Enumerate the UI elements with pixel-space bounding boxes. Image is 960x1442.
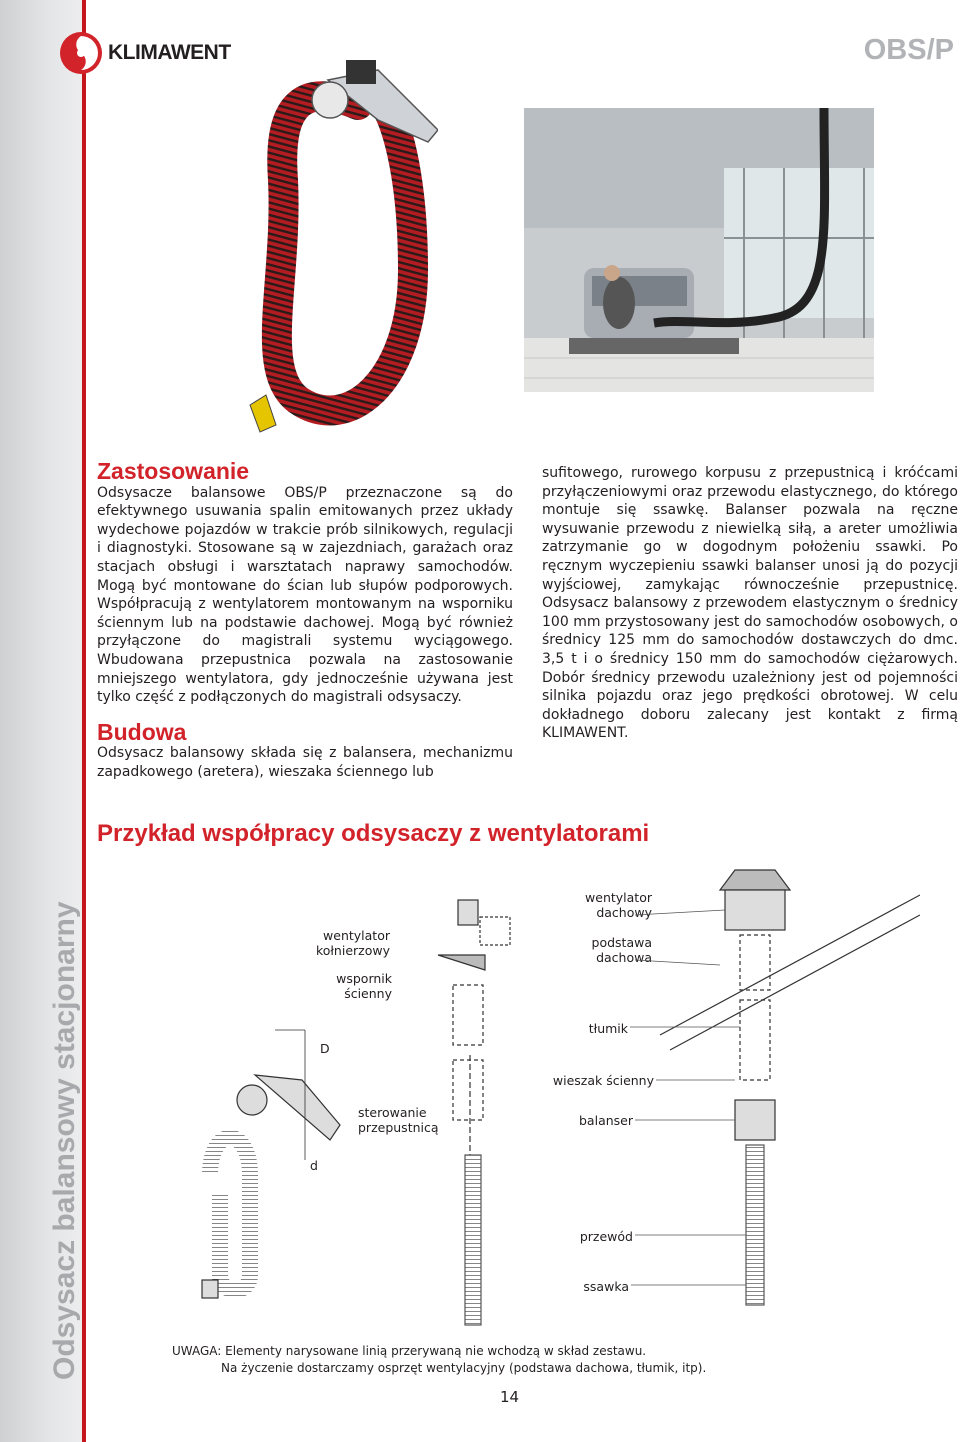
example-heading: Przykład współpracy odsysaczy z wentylatorami	[97, 820, 650, 847]
label-damper-control-2: przepustnicą	[358, 1120, 439, 1135]
note-line-1: UWAGA: Elementy narysowane linią przerywaną nie wchodzą w skład zestawu.	[172, 1344, 647, 1358]
page-number: 14	[500, 1388, 520, 1406]
construction-text: Odsysacz balansowy składa się z balansera, mechanizmu zapadkowego (aretera), wieszaka ściennego lub	[97, 745, 513, 780]
label-fan-flange-2: kołnierzowy	[315, 943, 390, 958]
workshop-photo	[524, 108, 874, 392]
klimawent-logo-icon	[58, 30, 104, 76]
label-nozzle: ssawka	[583, 1279, 629, 1294]
label-roof-fan-2: dachowy	[596, 905, 652, 920]
note-line-2: Na życzenie dostarczamy osprzęt wentylacyjny (podstawa dachowa, tłumik, itp).	[221, 1361, 707, 1375]
construction-heading: Budowa	[97, 718, 187, 745]
right-assembly	[660, 870, 920, 1305]
label-hose: przewód	[579, 1229, 633, 1244]
sidebar-vertical-title: Odsysacz balansowy stacjonarny	[48, 901, 81, 1380]
label-roof-fan-1: wentylator	[585, 890, 652, 905]
product-code: OBS/P	[863, 34, 954, 66]
label-silencer: tłumik	[588, 1021, 628, 1036]
label-dimension-d: d	[310, 1158, 318, 1173]
exhaust-hose-reel-image	[238, 50, 438, 440]
label-roof-base-2: dachowa	[596, 950, 652, 965]
label-wall-bracket-1: wspornik	[336, 971, 392, 986]
brand-name: KLIMAWENT	[108, 41, 231, 64]
installation-diagram	[180, 855, 920, 1335]
label-wall-hanger: wieszak ścienny	[552, 1073, 654, 1088]
application-heading: Zastosowanie	[97, 458, 250, 484]
label-fan-flange-1: wentylator	[323, 928, 390, 943]
label-roof-base-1: podstawa	[591, 935, 652, 950]
left-column	[97, 458, 513, 782]
right-column-text: sufitowego, rurowego korpusu z przepustnicą i króćcami przyłączeniowymi oraz przewodu elastycznego, do którego montuje się ssawkę. Balanser pozwala na ręczne wysuwanie przewodu z niewielką siłą, a areter umożliwia zatrzymanie go w dogodnym położeniu ssawki. Po ręcznym wyczepieniu ssawki balanser unosi ją do pozycji wyjściowej, zamykając równocześnie przepustnicę. Odsysacz balansowy z przewodem elastycznym o średnicy 100 mm przystosowany jest do samochodów osobowych, o średnicy 125 mm do samochodów dostawczych do dmc. 3,5 t i o średnicy 150 mm do samochodów ciężarowych. Dobór średnicy przewodu uzależniony jest od pojemności silnika pojazdu oraz jego prędkości obrotowej. W celu dokładnego doboru zalecany jest kontakt z firmą KLIMAWENT.	[542, 465, 958, 742]
brand-logo	[58, 30, 231, 76]
sidebar-rule	[82, 0, 86, 1442]
right-column	[542, 464, 958, 743]
label-wall-bracket-2: ścienny	[344, 986, 392, 1001]
leader-lines	[630, 910, 746, 1285]
label-balancer: balanser	[579, 1113, 633, 1128]
center-column	[465, 1055, 481, 1325]
label-dimension-D: D	[320, 1041, 330, 1056]
note	[172, 1343, 706, 1377]
left-assembly	[202, 900, 510, 1298]
application-text: Odsysacze balansowe OBS/P przeznaczone są do efektywnego usuwania spalin emitowanych przez układy wydechowe pojazdów w trakcie prób silnikowych, regulacji i diagnostyki. Stosowane są w zajezdniach, garażach oraz stacjach obsługi i warsztatach naprawy samochodów. Mogą być montowane do ścian lub słupów podporowych. Współpracują z wentylatorem montowanym na wsporniku ściennym lub na podstawie dachowej. Mogą być również przyłączone do magistrali systemu wyciągowego. Wbudowana przepustnica pozwala na zastosowanie mniejszego wentylatora, gdy jednocześnie używana jest tylko część z podłączonych do magistrali odsysaczy.	[97, 484, 513, 706]
label-damper-control-1: sterowanie	[358, 1105, 427, 1120]
